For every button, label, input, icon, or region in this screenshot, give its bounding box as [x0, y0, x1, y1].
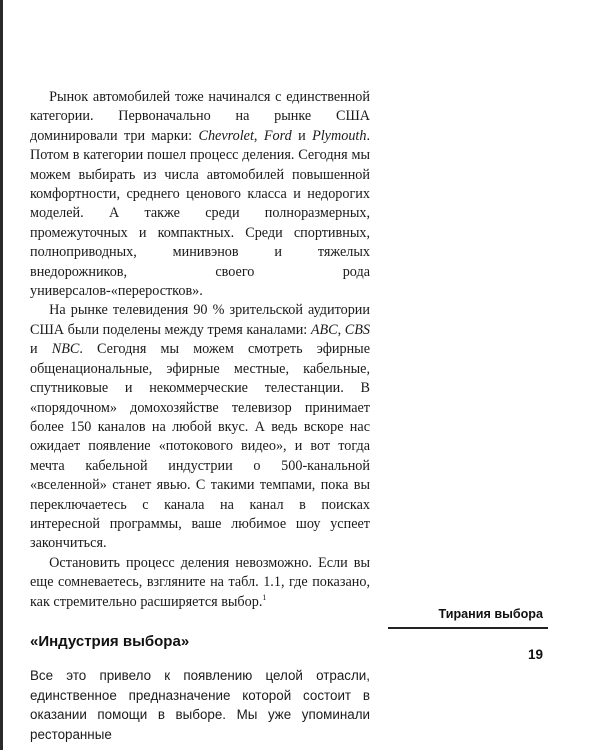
text-run: и	[30, 341, 52, 358]
text-run: и	[291, 127, 313, 144]
footnote-reference: 1	[262, 592, 267, 602]
section-heading: «Индустрия выбора»	[30, 632, 190, 650]
paragraph-conclusion	[30, 554, 370, 612]
page-edge	[0, 0, 3, 750]
main-text-column	[30, 88, 370, 744]
text-run: Остановить процесс деления невозможно. Если вы еще сомневаетесь, взгляните на табл. 1.1, где показано, как стремительно расширяется выбор.	[30, 554, 370, 610]
section-paragraph: Все это привело к появлению целой отрасли, единственное предназначение которой состоит в оказании помощи в выборе. Мы уже упоминали ресторанные	[30, 667, 370, 742]
text-run: На рынке телевидения 90 % зрительской аудитории США были поделены между тремя каналами:	[30, 302, 370, 338]
text-run: . Сегодня мы можем смотреть эфирные общенациональные, эфирные местные, кабельные, спутниковые и некоммерческие телестанции. В «порядочном» домохозяйстве телевизор принимает более 150 каналов на любой вкус. А ведь вскоре нас ожидает появление «потокового видео», и вот тогда мечта кабельной индустрии о 500-канальной «вселенной» станет явью. С такими темпами, пока вы переключаетесь с канала на канал в поисках интересной программы, ваше любимое шоу успеет закончиться.	[30, 341, 371, 552]
brand-name: Plymouth	[312, 127, 367, 144]
running-head: Тирания выбора	[438, 607, 543, 621]
running-head-rule	[388, 627, 548, 629]
paragraph-cars	[30, 88, 370, 301]
channel-name: ABC	[310, 321, 338, 338]
text-run: ,	[337, 321, 345, 338]
text-run: . Потом в категории пошел процесс деления. Сегодня мы можем выбирать из числа автомобилей повышенной комфортности, среднего ценового класса и недорогих моделей. А также среди полноразмерных, промежуточных и компактных. Среди спортивных, полноприводных, минивэнов и тяжелых внедорожников, своего рода универсалов-«переростков».	[30, 127, 370, 300]
paragraph-tv	[30, 301, 370, 553]
brand-name: Chevrolet	[198, 127, 254, 144]
channel-name: NBC	[51, 341, 80, 358]
text-run: ,	[253, 127, 264, 144]
channel-name: CBS	[344, 321, 370, 338]
page-number: 19	[527, 647, 543, 662]
brand-name: Ford	[263, 127, 292, 144]
text-run: Рынок автомобилей тоже начинался с единственной категории. Первоначально на рынке США доминировали три марки:	[30, 89, 370, 144]
